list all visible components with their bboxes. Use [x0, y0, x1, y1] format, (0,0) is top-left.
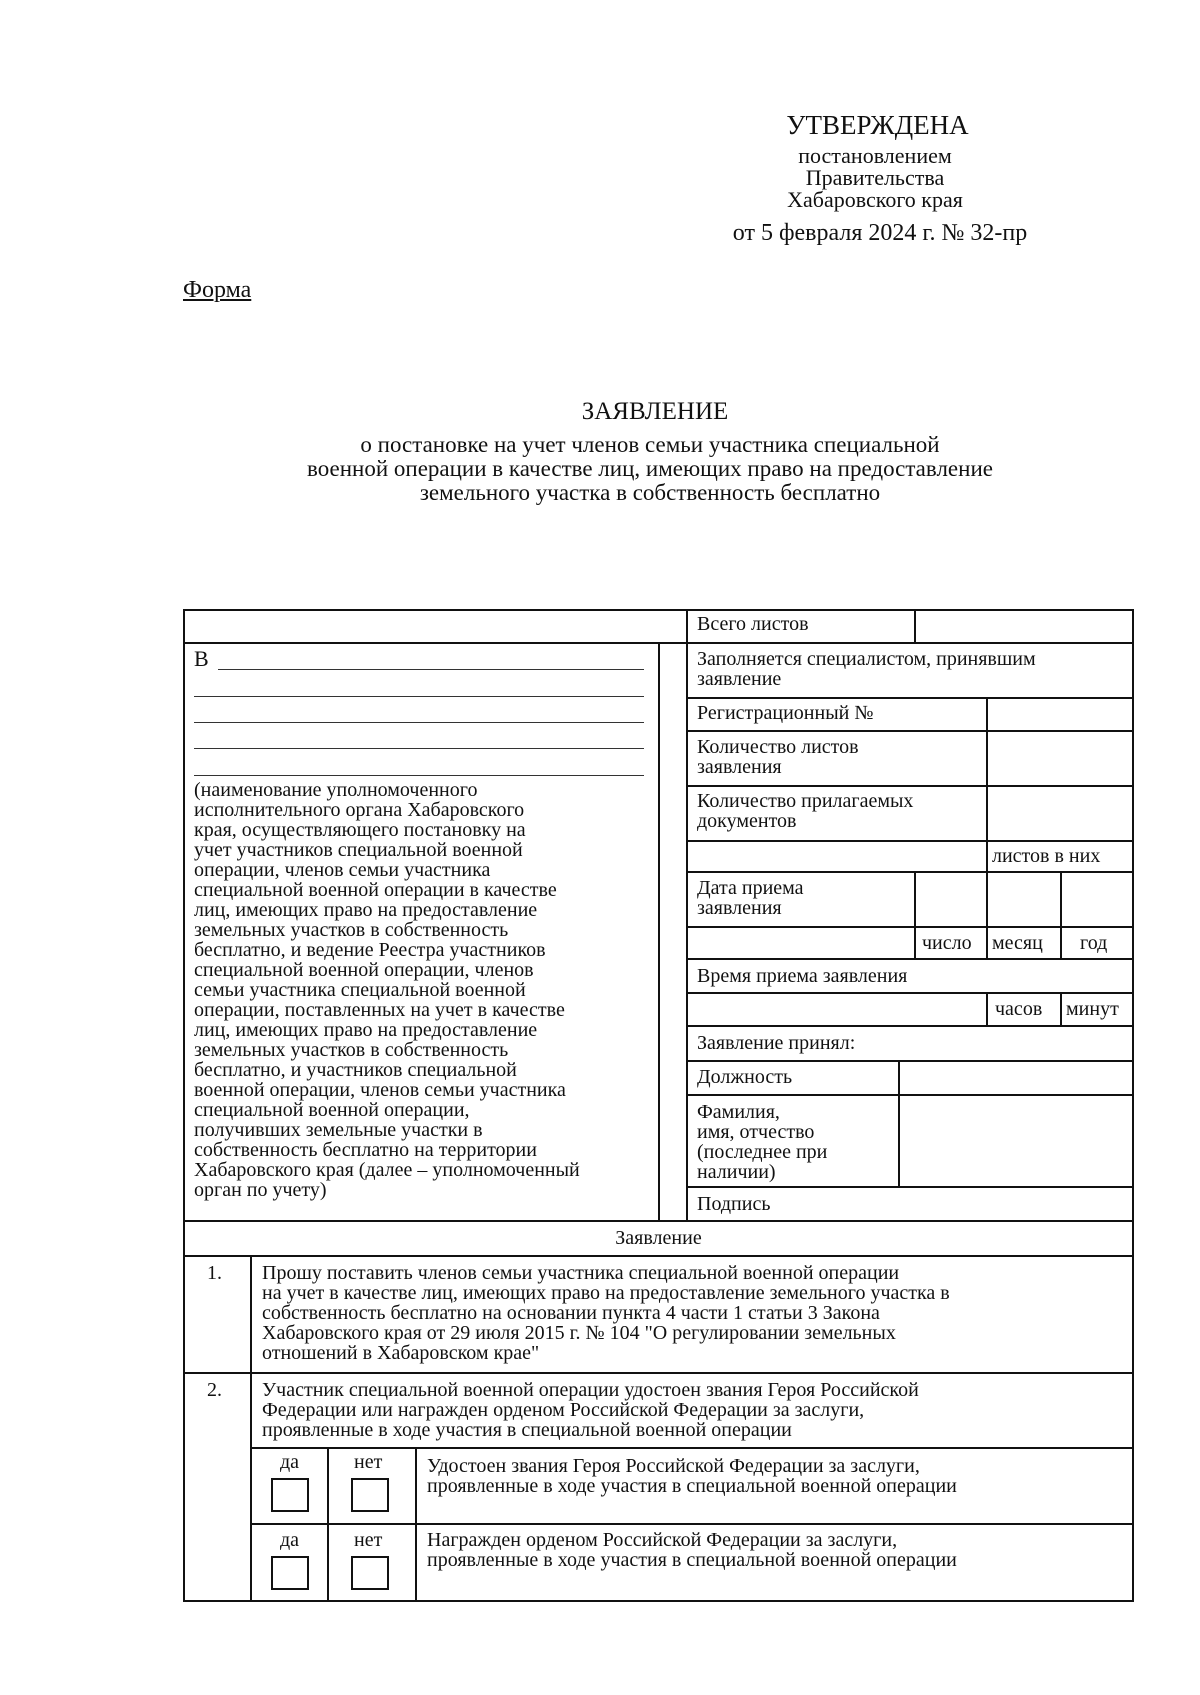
- filled-by-label-1: Заполняется специалистом, принявшим: [697, 648, 1036, 670]
- recipient-line-2[interactable]: [194, 696, 644, 697]
- recipient-note-line: лиц, имеющих право на предоставление: [194, 899, 538, 921]
- rule-r7: [686, 926, 1133, 928]
- v-choice-text: [415, 1447, 417, 1601]
- sheets-count-label-1: Количество листов: [697, 736, 859, 758]
- recipient-note-line: специальной военной операции, членов: [194, 959, 534, 981]
- recipient-line-3[interactable]: [194, 722, 644, 723]
- item-1-line-1: Прошу поставить членов семьи участника специальной военной операции: [262, 1262, 900, 1284]
- rule-r1: [686, 642, 1133, 644]
- item-1-line-3: собственность бесплатно на основании пункта 4 части 1 статьи 3 Закона: [262, 1302, 880, 1324]
- total-sheets-label: Всего листов: [697, 613, 809, 635]
- item-1-number: 1.: [207, 1262, 222, 1284]
- rule-choices-mid: [250, 1523, 1133, 1525]
- recipient-note-line: собственность бесплатно на территории: [194, 1139, 537, 1161]
- rule-r4: [686, 785, 1133, 787]
- recipient-line-4[interactable]: [194, 748, 644, 749]
- choice-hero-yes-checkbox[interactable]: [271, 1478, 309, 1512]
- recipient-note-line: военной операции, членов семьи участника: [194, 1079, 566, 1101]
- rule-r5: [686, 840, 1133, 842]
- item-1-line-5: отношений в Хабаровском крае": [262, 1342, 540, 1364]
- reg-no-label: Регистрационный №: [697, 702, 874, 724]
- recipient-note-line: (наименование уполномоченного: [194, 779, 478, 801]
- choice-order-yes-checkbox[interactable]: [271, 1556, 309, 1590]
- heading-sub-2: военной операции в качестве лиц, имеющих право на предоставление: [307, 456, 993, 481]
- recipient-note-line: края, осуществляющего постановку на: [194, 819, 526, 841]
- recipient-line-1[interactable]: [218, 669, 644, 670]
- item-1-line-2: на учет в качестве лиц, имеющих право на предоставление земельного участка в: [262, 1282, 950, 1304]
- form-label: Форма: [183, 277, 252, 303]
- approval-line-1: постановлением: [798, 143, 952, 168]
- signature-label: Подпись: [697, 1193, 771, 1215]
- v-reg-values: [986, 697, 988, 841]
- minutes-label: минут: [1066, 998, 1119, 1020]
- filled-by-label-2: заявление: [697, 668, 782, 690]
- recipient-note-line: специальной военной операции,: [194, 1099, 470, 1121]
- docs-count-label-1: Количество прилагаемых: [697, 790, 914, 812]
- v-choice-yes-no: [327, 1447, 329, 1601]
- recipient-note-line: получивших земельные участки в: [194, 1119, 483, 1141]
- item-2-line-2: Федерации или награжден орденом Российской Федерации за заслуги,: [262, 1399, 865, 1421]
- recipient-note-line: Хабаровского края (далее – уполномоченный: [194, 1159, 580, 1181]
- v-date-month: [986, 871, 988, 959]
- recipient-note-line: операции, членов семьи участника: [194, 859, 491, 881]
- rule-r10: [686, 1025, 1133, 1027]
- heading-title: ЗАЯВЛЕНИЕ: [581, 398, 729, 425]
- rule-choices-top: [250, 1447, 1133, 1449]
- approval-line-3: Хабаровского края: [787, 187, 963, 212]
- left-top-rule: [183, 642, 688, 644]
- item-1-line-4: Хабаровского края от 29 июля 2015 г. № 104 "О регулировании земельных: [262, 1322, 896, 1344]
- fio-label-1: Фамилия,: [697, 1101, 780, 1123]
- v-time-hours: [986, 992, 988, 1026]
- table-border-left: [183, 609, 185, 1602]
- choice-order-no-checkbox[interactable]: [351, 1556, 389, 1590]
- heading-sub-3: земельного участка в собственность бесплатно: [419, 480, 881, 505]
- rule-r2: [686, 697, 1133, 699]
- choice-order-line-2: проявленные в ходе участия в специальной военной операции: [427, 1549, 957, 1571]
- sheets-in-them-label: листов в них: [992, 845, 1101, 867]
- v-time-minutes: [1060, 992, 1062, 1026]
- to-prefix: В: [194, 646, 209, 671]
- fio-label-2: имя, отчество: [697, 1121, 815, 1143]
- v-date-day: [914, 871, 916, 959]
- recipient-note-line: земельных участков в собственность: [194, 919, 509, 941]
- v-item-number: [250, 1255, 252, 1601]
- rule-section-title-bottom: [183, 1255, 1134, 1257]
- year-label: год: [1080, 932, 1108, 954]
- recipient-note-line: операции, поставленных на учет в качестве: [194, 999, 565, 1021]
- accepted-by-label: Заявление принял:: [697, 1032, 856, 1054]
- heading-sub-1: о постановке на учет членов семьи участника специальной: [360, 432, 940, 457]
- choice-hero-no-label: нет: [354, 1451, 383, 1473]
- recipient-note-line: орган по учету): [194, 1179, 327, 1201]
- recipient-line-5[interactable]: [194, 775, 644, 776]
- rule-r12: [686, 1094, 1133, 1096]
- rule-r3: [686, 730, 1133, 732]
- rule-r6: [686, 871, 1133, 873]
- choice-hero-no-checkbox[interactable]: [351, 1478, 389, 1512]
- approval-title: УТВЕРЖДЕНА: [786, 110, 969, 140]
- fio-label-3: (последнее при: [697, 1141, 828, 1163]
- recipient-note-line: земельных участков в собственность: [194, 1039, 509, 1061]
- approval-date: от 5 февраля 2024 г. № 32-пр: [732, 220, 1028, 246]
- item-2-line-1: Участник специальной военной операции удостоен звания Героя Российской: [262, 1379, 919, 1401]
- v-date-year: [1060, 871, 1062, 959]
- position-label: Должность: [697, 1066, 793, 1088]
- table-border-top: [183, 609, 1134, 611]
- choice-order-no-label: нет: [354, 1529, 383, 1551]
- choice-order-yes-label: да: [280, 1529, 300, 1551]
- recipient-note-line: исполнительного органа Хабаровского: [194, 799, 525, 821]
- rule-r8: [686, 958, 1133, 960]
- recipient-note-line: бесплатно, и ведение Реестра участников: [194, 939, 546, 961]
- left-inner-vline: [658, 642, 660, 1220]
- item-2-number: 2.: [207, 1379, 222, 1401]
- item-2-line-3: проявленные в ходе участия в специальной военной операции: [262, 1419, 792, 1441]
- v-sheets-in-them: [986, 840, 988, 872]
- section-title: Заявление: [615, 1227, 702, 1249]
- rule-r9: [686, 992, 1133, 994]
- rule-item-2-top: [183, 1372, 1134, 1374]
- day-label: число: [922, 932, 972, 954]
- choice-hero-line-2: проявленные в ходе участия в специальной военной операции: [427, 1475, 957, 1497]
- middle-vline: [686, 609, 688, 1220]
- approval-line-2: Правительства: [805, 165, 945, 190]
- recipient-note-line: бесплатно, и участников специальной: [194, 1059, 517, 1081]
- docs-count-label-2: документов: [697, 810, 797, 832]
- recipient-note-line: семьи участника специальной военной: [194, 979, 526, 1001]
- choice-order-line-1: Награжден орденом Российской Федерации за заслуги,: [427, 1529, 898, 1551]
- v-total-sheets: [914, 609, 916, 643]
- recipient-note-line: специальной военной операции в качестве: [194, 879, 557, 901]
- choice-hero-yes-label: да: [280, 1451, 300, 1473]
- month-label: месяц: [992, 932, 1043, 954]
- v-position-fio: [898, 1060, 900, 1187]
- sheets-count-label-2: заявления: [697, 756, 782, 778]
- date-recv-label-2: заявления: [697, 897, 782, 919]
- fio-label-4: наличии): [697, 1161, 776, 1183]
- choice-hero-line-1: Удостоен звания Героя Российской Федерации за заслуги,: [427, 1455, 920, 1477]
- time-recv-label: Время приема заявления: [697, 965, 908, 987]
- recipient-note-line: учет участников специальной военной: [194, 839, 523, 861]
- rule-section-title-top: [183, 1220, 1134, 1222]
- table-border-bottom: [183, 1600, 1134, 1602]
- rule-r13: [686, 1186, 1133, 1188]
- date-recv-label-1: Дата приема: [697, 877, 804, 899]
- rule-r11: [686, 1060, 1133, 1062]
- recipient-note-line: лиц, имеющих право на предоставление: [194, 1019, 538, 1041]
- hours-label: часов: [995, 998, 1043, 1020]
- table-border-right: [1132, 609, 1134, 1602]
